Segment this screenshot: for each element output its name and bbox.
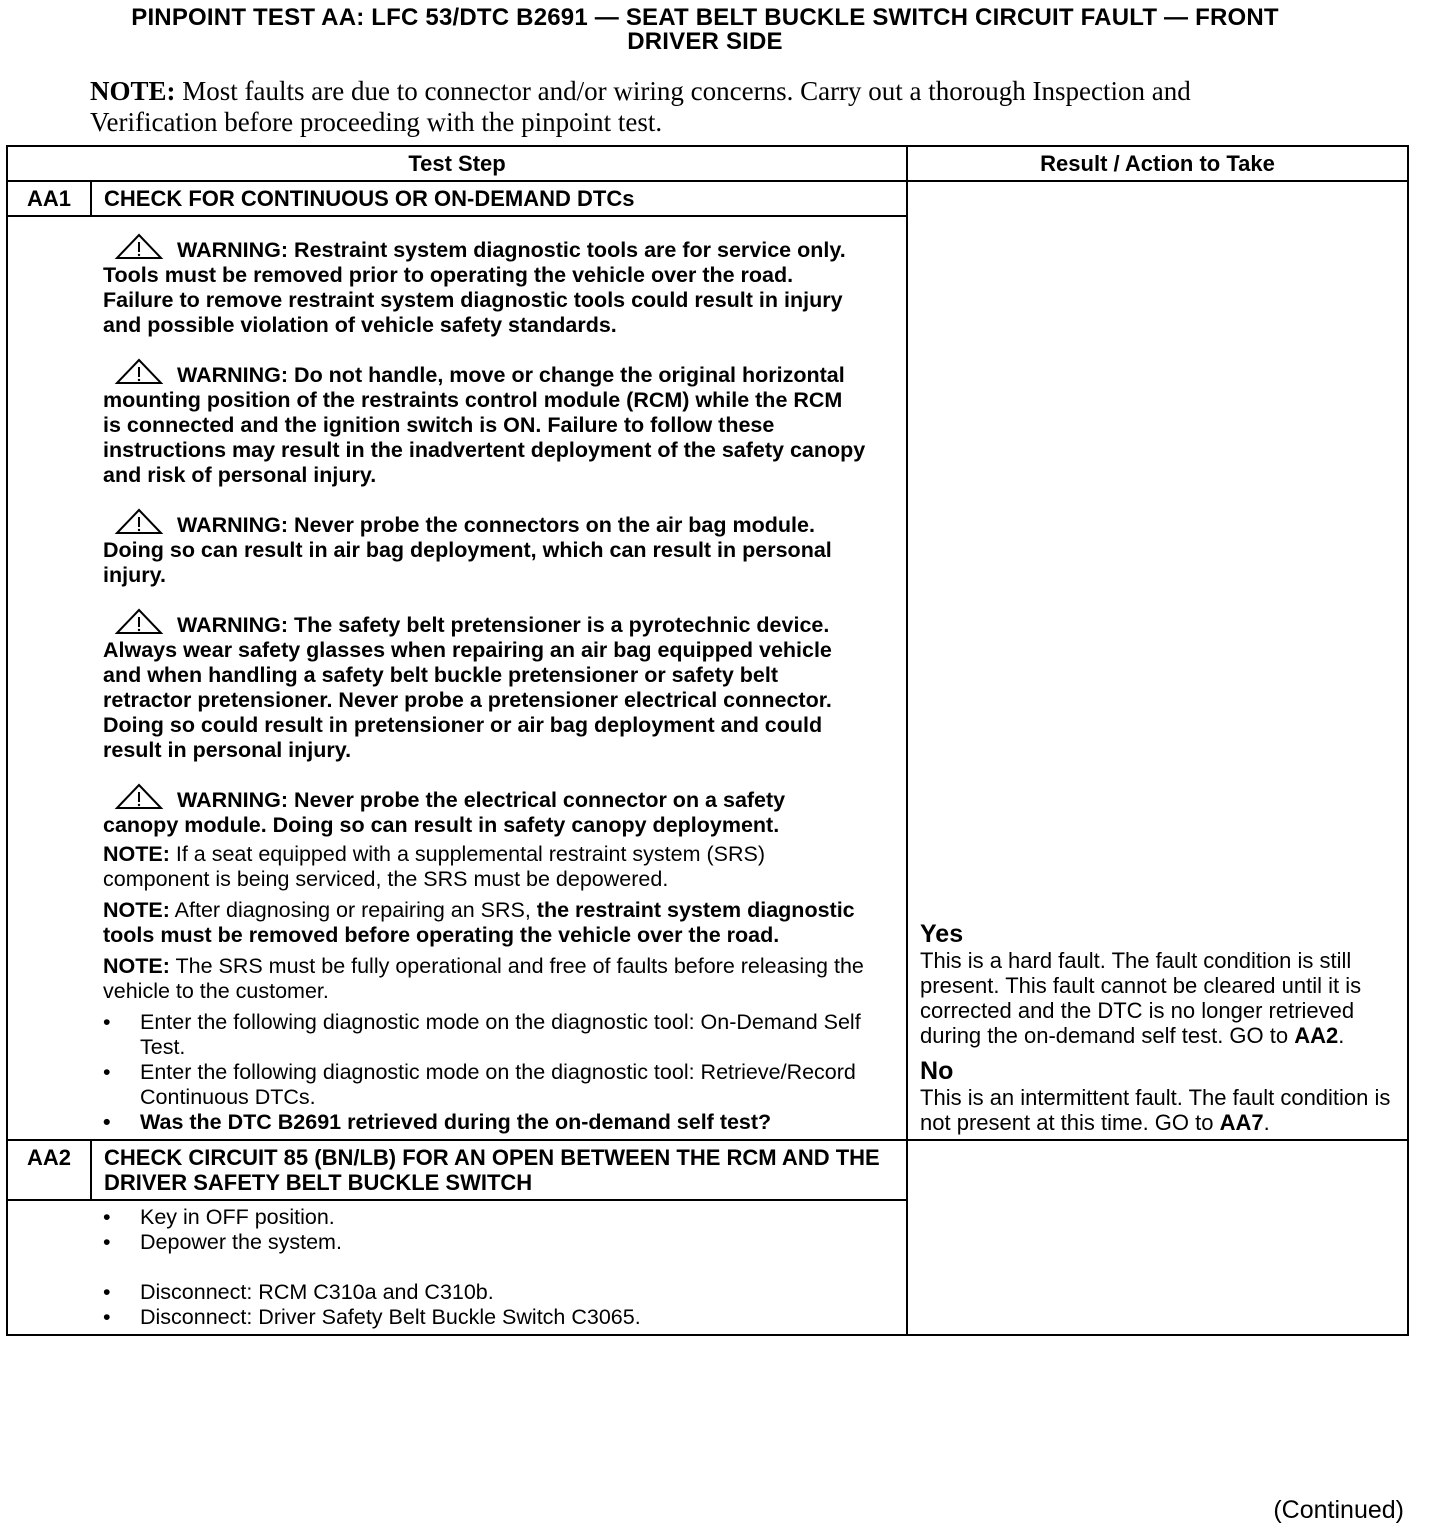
list-item: • Enter the following diagnostic mode on the diagnostic tool: Retrieve/Record Continuous DTCs. [103,1060,866,1110]
warning-3 [103,508,866,588]
header-result-action: Result / Action to Take [907,146,1408,181]
pinpoint-test-table [6,145,1409,1336]
note-srs-depower [103,842,866,892]
note-remove-tools [103,898,866,948]
warning-2-text: WARNING: Do not handle, move or change the original horizontal mounting position of the restraints control module (RCM) while the RCM is connected and the ignition switch is ON. Failure to follow these instructions may result in the inadvertent deployment of the safety canopy and risk of personal injury. [103,363,866,487]
step-title-aa2: CHECK CIRCUIT 85 (BN/LB) FOR AN OPEN BETWEEN THE RCM AND THE DRIVER SAFETY BELT BUCKLE SWITCH [91,1140,907,1200]
note-text: If a seat equipped with a supplemental restraint system (SRS) component is being serviced, the SRS must be depowered. [103,842,766,891]
note-text: The SRS must be fully operational and free of faults before releasing the vehicle to the customer. [103,954,864,1003]
result-no-body: This is an intermittent fault. The fault condition is not present at this time. GO to [920,1085,1391,1135]
list-item: • Key in OFF position. [103,1205,866,1230]
list-item: • Enter the following diagnostic mode on the diagnostic tool: On-Demand Self Test. [103,1010,866,1060]
intro-note-text: Most faults are due to connector and/or wiring concerns. Carry out a thorough Inspection and Verification before proceeding with the pinpoint test. [90,76,1191,137]
warning-triangle-icon [113,783,165,811]
list-item: • Depower the system. [103,1230,866,1255]
warning-triangle-icon [113,508,165,536]
result-yes-body: This is a hard fault. The fault condition is still present. This fault cannot be cleared until it is corrected and the DTC is no longer retrieved during the on-demand self test. GO to [920,948,1362,1048]
aa1-step-list [103,1010,866,1135]
note-label: NOTE: [103,898,170,922]
step-aa2-title-row [7,1140,1408,1200]
result-yes-heading: Yes [920,920,964,948]
note-text-bold: the restraint system diagnostic tools must be removed before operating the vehicle over the road. [103,898,855,947]
aa1-question: • Was the DTC B2691 retrieved during the on-demand self test? [103,1110,866,1135]
warning-triangle-icon [113,233,165,261]
warning-5-text: WARNING: Never probe the electrical connector on a safety canopy module. Doing so can result in safety canopy deployment. [103,788,786,837]
header-test-step: Test Step [7,146,907,181]
page-title [0,6,1410,54]
result-no-heading: No [920,1057,954,1085]
result-aa1-yes [920,921,1401,1048]
note-label: NOTE: [103,842,170,866]
result-aa2 [907,1140,1408,1335]
warning-5 [103,783,866,838]
result-aa1-no [920,1058,1401,1135]
step-id-aa2: AA2 [7,1140,91,1200]
page-title-line-1: PINPOINT TEST AA: LFC 53/DTC B2691 — SEAT BELT BUCKLE SWITCH CIRCUIT FAULT — FRONT [131,4,1279,31]
warning-triangle-icon [113,358,165,386]
goto-aa2-link[interactable]: AA2 [1294,1023,1339,1048]
warning-4-text: WARNING: The safety belt pretensioner is a pyrotechnic device. Always wear safety glasses when repairing an air bag equipped vehicle and when handling a safety belt buckle pretensioner or safety belt retractor pretensioner. Never probe a pretensioner electrical connector. Doing so could result in pretensioner or air bag deployment and could result in personal injury. [103,613,832,762]
aa2-step-list-b [103,1280,866,1330]
result-no-text [920,1085,1401,1135]
result-yes-end: . [1338,1023,1345,1048]
note-srs-operational [103,954,866,1004]
intro-note [90,76,1240,138]
list-item: • Disconnect: RCM C310a and C310b. [103,1280,866,1305]
page-title-line-2: DRIVER SIDE [627,28,783,55]
continued-label: (Continued) [1273,1496,1404,1524]
step-title-aa1: CHECK FOR CONTINUOUS OR ON-DEMAND DTCs [91,181,907,216]
table-header-row [7,146,1408,181]
note-label: NOTE: [103,954,170,978]
note-text: After diagnosing or repairing an SRS, [169,898,531,922]
warning-triangle-icon [113,608,165,636]
list-item: • Disconnect: Driver Safety Belt Buckle Switch C3065. [103,1305,866,1330]
step-aa2-body [7,1200,907,1335]
warning-2 [103,358,866,488]
warning-1 [103,233,866,338]
result-no-end: . [1263,1110,1270,1135]
intro-note-label: NOTE: [90,76,176,106]
warning-1-text: WARNING: Restraint system diagnostic tools are for service only. Tools must be removed prior to operating the vehicle over the road. Failure to remove restraint system diagnostic tools could result in injury and possible violation of vehicle safety standards. [103,238,846,337]
result-yes-text [920,948,1401,1048]
step-id-aa1: AA1 [7,181,91,216]
result-aa1 [907,181,1408,1140]
warning-4 [103,608,866,763]
step-aa1-body [7,216,907,1140]
warning-3-text: WARNING: Never probe the connectors on the air bag module. Doing so can result in air bag deployment, which can result in personal injury. [103,513,832,587]
goto-aa7-link[interactable]: AA7 [1219,1110,1264,1135]
step-aa1-title-row [7,181,1408,216]
aa2-step-list-a [103,1205,866,1255]
